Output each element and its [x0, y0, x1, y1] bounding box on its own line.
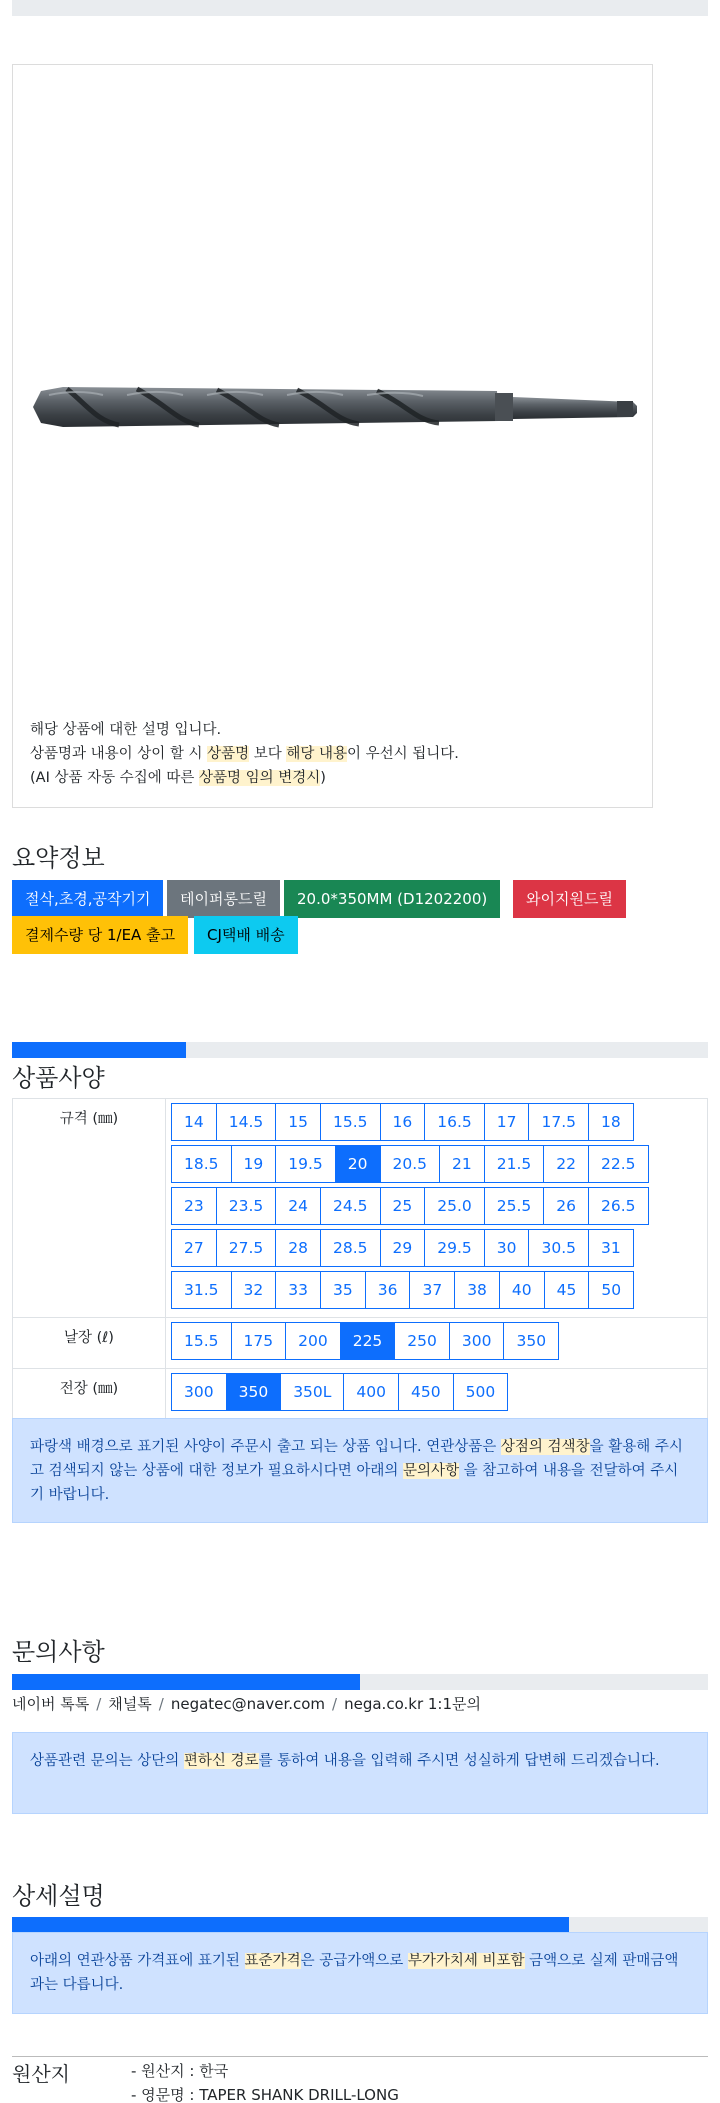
link-separator: /	[332, 1695, 338, 1713]
spec-options	[165, 1099, 707, 1317]
spec-table	[12, 1098, 708, 1420]
spec-option[interactable]: 17	[484, 1103, 530, 1141]
specs-progress	[12, 1042, 708, 1058]
spec-row	[13, 1368, 707, 1419]
spec-option[interactable]: 14.5	[216, 1103, 277, 1141]
summary-badge: 20.0*350MM (D1202200)	[284, 880, 500, 918]
spec-option[interactable]: 21	[439, 1145, 485, 1183]
detail-title: 상세설명	[12, 1882, 105, 1910]
spec-option[interactable]: 26.5	[588, 1187, 649, 1225]
spec-option[interactable]: 38	[454, 1271, 500, 1309]
spec-option[interactable]: 19	[231, 1145, 277, 1183]
spec-option[interactable]: 32	[231, 1271, 277, 1309]
spec-option[interactable]: 20.5	[380, 1145, 441, 1183]
link-separator: /	[158, 1695, 164, 1713]
spec-option[interactable]: 50	[588, 1271, 634, 1309]
spec-option[interactable]: 40	[499, 1271, 545, 1309]
origin-item: - 원산지 : 한국	[131, 2062, 229, 2080]
contact-link[interactable]: negatec@naver.com	[170, 1695, 326, 1713]
spec-option[interactable]: 22	[543, 1145, 589, 1183]
spec-option[interactable]: 24	[275, 1187, 321, 1225]
spec-option[interactable]: 17.5	[528, 1103, 589, 1141]
spec-option[interactable]: 30.5	[528, 1229, 589, 1267]
summary-badge: 결제수량 당 1/EA 출고	[12, 916, 188, 954]
spec-option[interactable]: 19.5	[275, 1145, 336, 1183]
desc-line-3: (AI 상품 자동 수집에 따른 상품명 임의 변경시)	[30, 770, 326, 786]
spec-option[interactable]: 45	[544, 1271, 590, 1309]
spec-option[interactable]: 24.5	[320, 1187, 381, 1225]
spec-option[interactable]: 29.5	[424, 1229, 485, 1267]
spec-option[interactable]: 18	[588, 1103, 634, 1141]
spec-label: 규격 (㎜)	[59, 1111, 119, 1127]
spec-option[interactable]: 23.5	[216, 1187, 277, 1225]
spec-option[interactable]: 35	[320, 1271, 366, 1309]
spec-option[interactable]: 14	[171, 1103, 217, 1141]
drill-image	[27, 315, 643, 435]
spec-option[interactable]: 15	[275, 1103, 321, 1141]
spec-option[interactable]: 30	[484, 1229, 530, 1267]
desc-line-1: 해당 상품에 대한 설명 입니다.	[30, 722, 222, 738]
summary-badge: CJ택배 배송	[194, 916, 298, 954]
spec-option[interactable]: 25.0	[424, 1187, 485, 1225]
spec-options	[165, 1369, 707, 1419]
contact-link[interactable]: 채널톡	[108, 1695, 152, 1713]
summary-badge: 절삭,초경,공작기기	[12, 880, 163, 918]
spec-option[interactable]: 33	[275, 1271, 321, 1309]
contact-link[interactable]: 네이버 톡톡	[12, 1695, 90, 1713]
spec-option[interactable]: 250	[394, 1322, 450, 1360]
spec-option[interactable]: 300	[171, 1373, 227, 1411]
summary-title: 요약정보	[12, 844, 105, 872]
spec-option[interactable]: 23	[171, 1187, 217, 1225]
spec-option-selected[interactable]: 350	[226, 1373, 282, 1411]
spec-option[interactable]: 36	[365, 1271, 411, 1309]
spec-option[interactable]: 175	[231, 1322, 287, 1360]
specs-notice: 파랑색 배경으로 표기된 사양이 주문시 출고 되는 상품 입니다. 연관상품은 상점의 검색창을 활용해 주시고 검색되지 않는 상품에 대한 정보가 필요하시다면 아래의 문의사항 을 참고하여 내용을 전달하여 주시기 바랍니다.	[12, 1418, 708, 1523]
product-image-panel	[12, 64, 653, 808]
spec-option-selected[interactable]: 20	[335, 1145, 381, 1183]
spec-option[interactable]: 28	[275, 1229, 321, 1267]
spec-option[interactable]: 21.5	[484, 1145, 545, 1183]
spec-option[interactable]: 25	[380, 1187, 426, 1225]
spec-option[interactable]: 37	[409, 1271, 455, 1309]
spec-option[interactable]: 350	[503, 1322, 559, 1360]
inquiry-notice: 상품관련 문의는 상단의 편하신 경로를 통하여 내용을 입력해 주시면 성실하게 답변해 드리겠습니다.	[12, 1732, 708, 1814]
desc-line-2: 상품명과 내용이 상이 할 시 상품명 보다 해당 내용이 우선시 됩니다.	[30, 746, 459, 762]
spec-option[interactable]: 350L	[280, 1373, 344, 1411]
origin-title: 원산지	[12, 2062, 70, 2086]
spec-option[interactable]: 27	[171, 1229, 217, 1267]
origin-item: - 영문명 : TAPER SHANK DRILL-LONG	[131, 2086, 399, 2103]
summary-badge: 와이지원드릴	[513, 880, 626, 918]
spec-option[interactable]: 400	[343, 1373, 399, 1411]
origin-list	[131, 2059, 399, 2103]
inquiry-progress	[12, 1674, 708, 1690]
origin-divider	[12, 2056, 708, 2057]
top-bar	[12, 0, 708, 16]
specs-title: 상품사양	[12, 1064, 105, 1092]
spec-option[interactable]: 15.5	[320, 1103, 381, 1141]
spec-row	[13, 1317, 707, 1368]
spec-option[interactable]: 25.5	[484, 1187, 545, 1225]
spec-option[interactable]: 16	[380, 1103, 426, 1141]
spec-option[interactable]: 29	[380, 1229, 426, 1267]
spec-option[interactable]: 28.5	[320, 1229, 381, 1267]
spec-option[interactable]: 16.5	[424, 1103, 485, 1141]
spec-option[interactable]: 15.5	[171, 1322, 232, 1360]
spec-option[interactable]: 31.5	[171, 1271, 232, 1309]
spec-option[interactable]: 300	[449, 1322, 505, 1360]
contact-link[interactable]: nega.co.kr 1:1문의	[344, 1695, 481, 1713]
spec-option[interactable]: 22.5	[588, 1145, 649, 1183]
spec-label: 전장 (㎜)	[59, 1381, 119, 1397]
spec-option[interactable]: 450	[398, 1373, 454, 1411]
spec-option[interactable]: 500	[453, 1373, 509, 1411]
spec-option[interactable]: 26	[543, 1187, 589, 1225]
spec-options	[165, 1318, 707, 1368]
inquiry-title: 문의사항	[12, 1638, 105, 1666]
spec-option[interactable]: 18.5	[171, 1145, 232, 1183]
detail-progress	[12, 1917, 708, 1933]
link-separator: /	[96, 1695, 102, 1713]
spec-option-selected[interactable]: 225	[340, 1322, 396, 1360]
spec-label: 날장 (ℓ)	[64, 1330, 114, 1346]
contact-links	[12, 1693, 481, 1714]
image-description	[30, 718, 459, 790]
spec-option[interactable]: 31	[588, 1229, 634, 1267]
spec-row	[13, 1099, 707, 1317]
detail-notice: 아래의 연관상품 가격표에 표기된 표준가격은 공급가액으로 부가가치세 비포함 금액으로 실제 판매금액과는 다릅니다.	[12, 1932, 708, 2014]
spec-option[interactable]: 200	[285, 1322, 341, 1360]
summary-badge: 테이퍼롱드릴	[167, 880, 280, 918]
spec-option[interactable]: 27.5	[216, 1229, 277, 1267]
